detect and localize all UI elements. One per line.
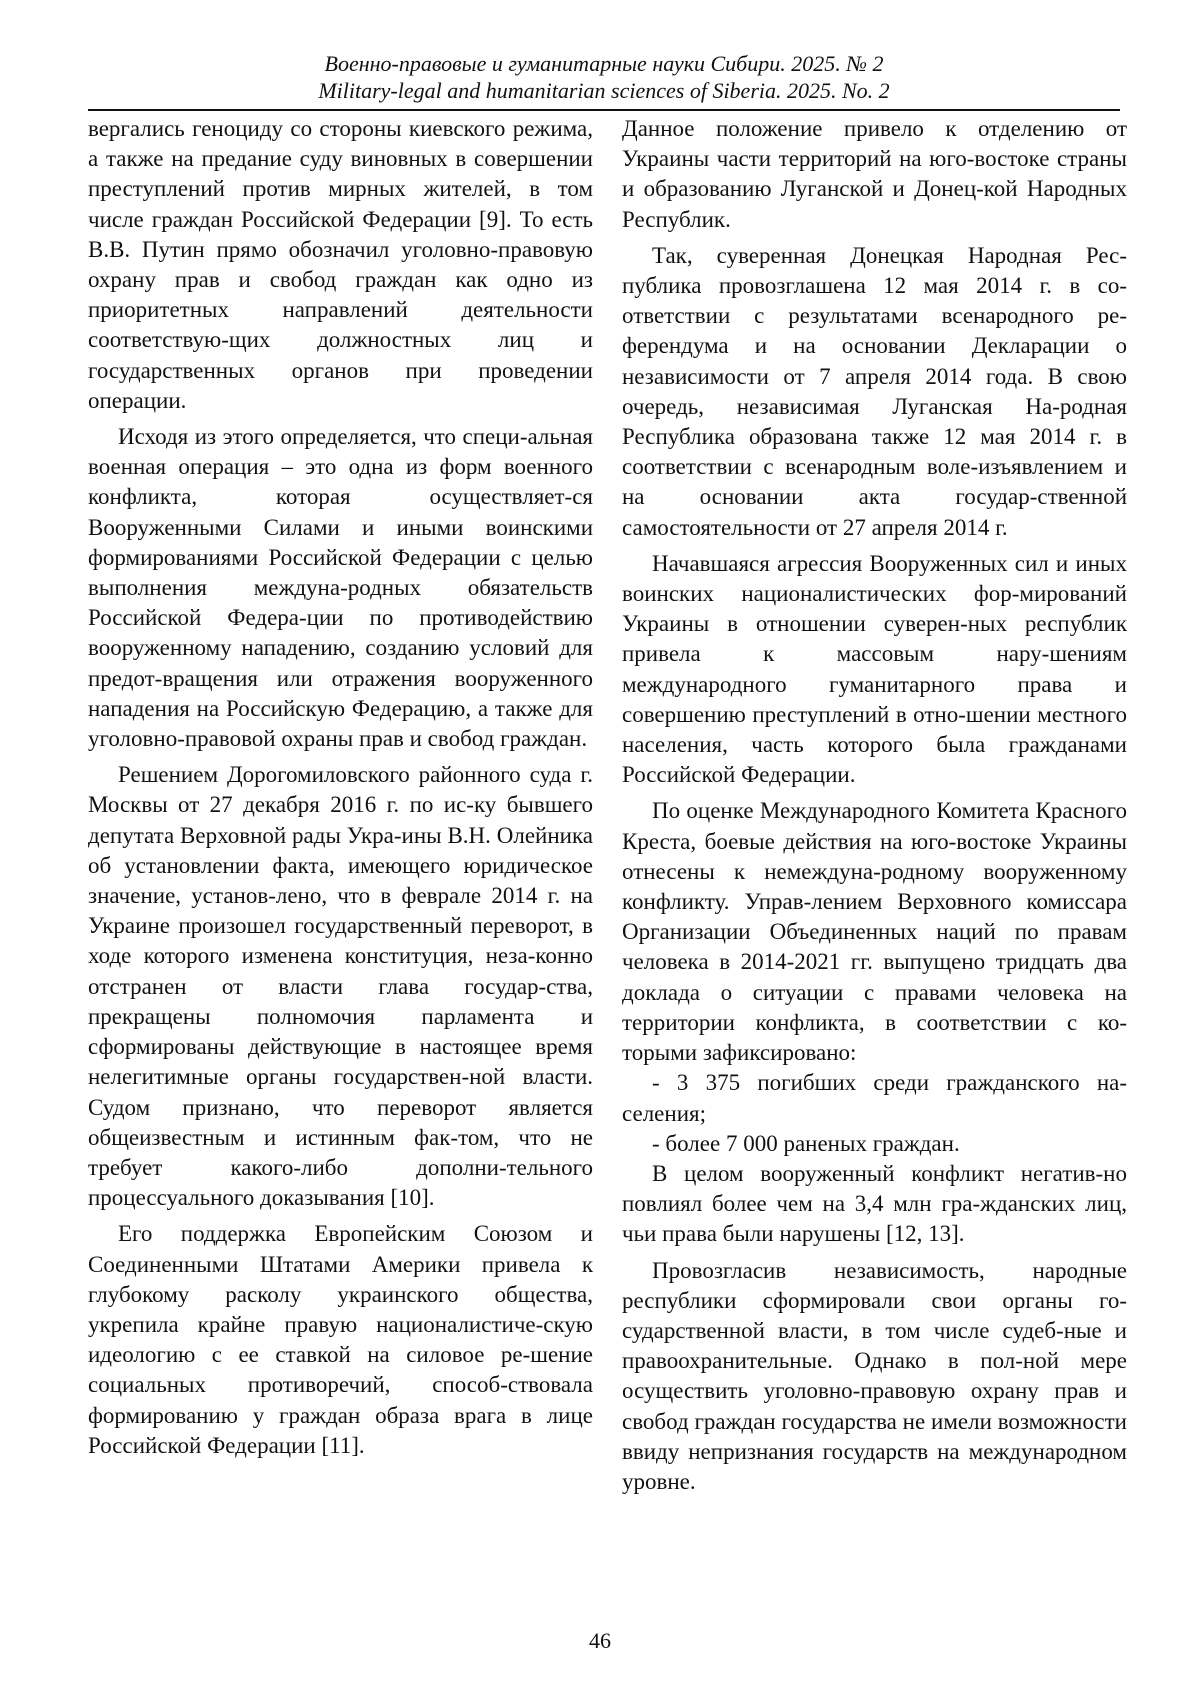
list-item: - более 7 000 раненых граждан. xyxy=(652,1130,960,1156)
journal-title-en: Military-legal and humanitarian sciences of Siberia. 2025. No. 2 xyxy=(318,78,890,103)
journal-title-ru: Военно-правовые и гуманитарные науки Сибири. 2025. № 2 xyxy=(324,51,884,76)
list-item: - 3 375 погибших среди гражданского на-селения; xyxy=(622,1070,1127,1126)
paragraph: Данное положение привело к отделению от Украины части территорий на юго-востоке страны и образованию Луганской и Донец-кой Народных Республик. xyxy=(622,116,1127,232)
journal-header xyxy=(88,50,1120,104)
left-column xyxy=(88,114,593,1467)
header-divider xyxy=(88,109,1120,111)
paragraph: Начавшаяся агрессия Вооруженных сил и иных воинских националистических фор-мирований Украины в отношении суверен-ных республик привела к массовым нару-шениям международного гуманитарного права и совершению преступлений в отно-шении местного населения, часть которого была гражданами Российской Федерации. xyxy=(622,550,1127,788)
paragraph: Его поддержка Европейским Союзом и Соединенными Штатами Америки привела к глубокому расколу украинского общества, укрепила крайне правую националистиче-скую идеологию с ее ставкой на силовое ре-шение социальных противоречий, способ-ствовала формированию у граждан образа врага в лице Российской Федерации [11]. xyxy=(88,1221,593,1458)
page-number: 46 xyxy=(589,1628,611,1653)
paragraph: Решением Дорогомиловского районного суда г. Москвы от 27 декабря 2016 г. по ис-ку бывшего депутата Верховной рады Укра-ины В.Н. Олейника об установлении факта, имеющего юридическое значение, установ-лено, что в феврале 2014 г. на Украине произошел государственный переворот, в ходе которого изменена конституция, неза-конно отстранен от власти глава государ-ства, прекращены полномочия парламента и сформированы действующие в настоящее время нелегитимные органы государствен-ной власти. Судом признано, что переворот является общеизвестным и истинным фак-том, что не требует какого-либо дополни-тельного процессуального доказывания [10]. xyxy=(88,762,593,1211)
right-column xyxy=(622,114,1127,1503)
paragraph: Так, суверенная Донецкая Народная Рес-публика провозглашена 12 мая 2014 г. в со-ответствии с результатами всенародного ре-ферендума и на основании Декларации о независимости от 7 апреля 2014 года. В свою очередь, независимая Луганская На-родная Республика образована также 12 мая 2014 г. в соответствии с всенародным воле-изъявлением и на основании акта государ-ственной самостоятельности от 27 апреля 2014 г. xyxy=(622,242,1127,540)
paragraph: Исходя из этого определяется, что специ-альная военная операция – это одна из форм военного конфликта, которая осуществляет-ся Вооруженными Силами и иными воинскими формированиями Российской Федерации с целью выполнения междуна-родных обязательств Российской Федера-ции по противодействию вооруженному нападению, созданию условий для предот-вращения или отражения вооруженного нападения на Российскую Федерацию, а также для уголовно-правовой охраны прав и свобод граждан. xyxy=(88,424,593,752)
paragraph: вергались геноциду со стороны киевского режима, а также на предание суду виновных в совершении преступлений против мирных жителей, в том числе граждан Российской Федерации [9]. То есть В.В. Путин прямо обозначил уголовно-правовую охрану прав и свобод граждан как одно из приоритетных направлений деятельности соответствую-щих должностных лиц и государственных органов при проведении операции. xyxy=(88,116,593,413)
paragraph: В целом вооруженный конфликт негатив-но повлиял более чем на 3,4 млн гра-жданских лиц, чьи права были нарушены [12, 13]. xyxy=(622,1160,1127,1247)
paragraph: Провозгласив независимость, народные республики сформировали свои органы го-сударственной власти, в том числе судеб-ные и правоохранительные. Однако в пол-ной мере осуществить уголовно-правовую охрану прав и свобод граждан государства не имели возможности ввиду непризнания государств на международном уровне. xyxy=(622,1257,1127,1494)
paragraph: По оценке Международного Комитета Красного Креста, боевые действия на юго-востоке Украины отнесены к немеждуна-родному вооруженному конфликту. Управ-лением Верховного комиссара Организации Объединенных наций по правам человека в 2014-2021 гг. выпущено тридцать два доклада о ситуации с правами человека на территории конфликта, в соответствии с ко-торыми зафиксировано: xyxy=(622,798,1127,1066)
